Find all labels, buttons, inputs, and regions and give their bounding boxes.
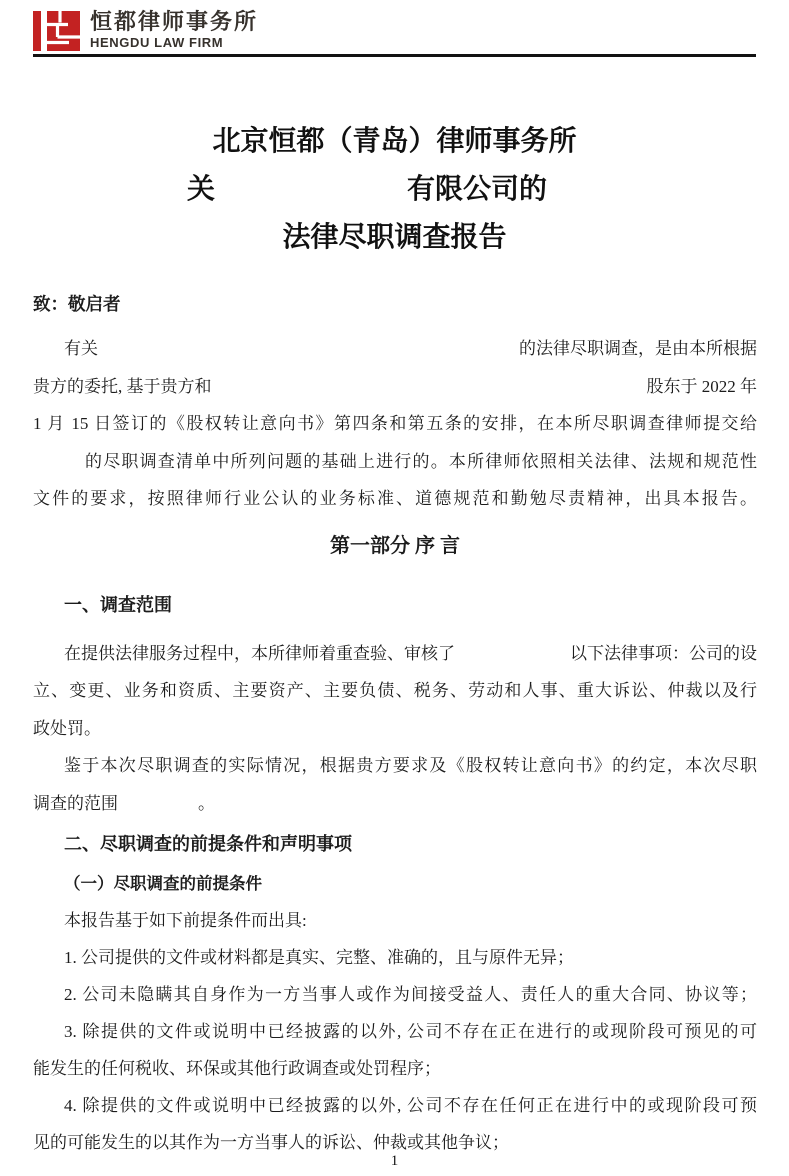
redaction-gap bbox=[215, 166, 407, 214]
list-item: 4. 除提供的文件或说明中已经披露的以外, 公司不存在任何正在进行中的或现阶段可预 bbox=[64, 1096, 757, 1115]
letterhead bbox=[33, 0, 756, 57]
section1-heading: 一、调查范围 bbox=[64, 594, 172, 615]
text-segment: 的法律尽职调查，是由本所根据 bbox=[519, 339, 757, 358]
letterhead-text bbox=[90, 11, 258, 49]
document-body bbox=[33, 291, 757, 1161]
text-line: 文件的要求，按照律师行业公认的业务标准、道德规范和勤勉尽责精神，出具本报告。 bbox=[33, 489, 757, 508]
text-line: 的尽职调查清单中所列问题的基础上进行的。本所律师依照相关法律、法规和规范性 bbox=[85, 451, 757, 471]
subsection-heading: （一）尽职调查的前提条件 bbox=[64, 874, 262, 893]
hengdu-logo-icon bbox=[33, 11, 81, 51]
text-segment: 有关 bbox=[64, 339, 98, 358]
paragraph-scope bbox=[33, 635, 757, 748]
text-line bbox=[33, 368, 757, 406]
title-line-3: 法律尽职调查报告 bbox=[282, 222, 507, 253]
text-line: 鉴于本次尽职调查的实际情况，根据贵方要求及《股权转让意向书》的约定，本次尽职 bbox=[64, 756, 757, 775]
text-segment: 。 bbox=[198, 793, 215, 813]
text-segment: 以下法律事项：公司的设 bbox=[570, 643, 757, 663]
firm-name-cn: 恒都律师事务所 bbox=[90, 9, 259, 34]
text-segment: 在提供法律服务过程中，本所律师着重查验、审核了 bbox=[64, 643, 455, 663]
list-item-continuation: 能发生的任何税收、环保或其他行政调查或处罚程序； bbox=[33, 1059, 441, 1078]
preconditions-list bbox=[33, 902, 757, 1161]
text-line bbox=[33, 785, 757, 823]
section2-heading: 二、尽职调查的前提条件和声明事项 bbox=[64, 834, 352, 854]
text-line: 1 月 15 日签订的《股权转让意向书》第四条和第五条的安排，在本所尽职调查律师提交给 bbox=[33, 414, 757, 433]
paragraph-engagement bbox=[33, 330, 757, 518]
text-segment: 股东于 2022 年 bbox=[646, 376, 757, 396]
report-title bbox=[0, 118, 789, 262]
list-item: 3. 除提供的文件或说明中已经披露的以外, 公司不存在正在进行的或现阶段可预见的可 bbox=[64, 1022, 757, 1041]
paragraph-scope-limit bbox=[33, 747, 757, 822]
salutation: 致：敬启者 bbox=[33, 294, 121, 314]
list-item-continuation: 见的可能发生的以其作为一方当事人的诉讼、仲裁或其他争议； bbox=[33, 1133, 509, 1152]
list-item: 1. 公司提供的文件或材料都是真实、完整、准确的，且与原件无异； bbox=[64, 948, 574, 967]
text-line bbox=[33, 330, 757, 368]
list-item: 2. 公司未隐瞒其自身作为一方当事人或作为间接受益人、责任人的重大合同、协议等； bbox=[64, 985, 757, 1004]
text-segment: 调查的范围 bbox=[33, 793, 118, 813]
firm-name-en: HENGDU LAW FIRM bbox=[90, 35, 224, 50]
title-line-2 bbox=[0, 166, 789, 214]
text-line bbox=[33, 635, 757, 673]
text-line: 立、变更、业务和资质、主要资产、主要负债、税务、劳动和人事、重大诉讼、仲裁以及行 bbox=[33, 681, 757, 700]
page-number: 1 bbox=[390, 1153, 399, 1169]
title-line-2-right: 有限公司的 bbox=[407, 174, 548, 205]
title-line-2-left: 关 bbox=[187, 174, 216, 205]
text-segment: 贵方的委托, 基于贵方和 bbox=[33, 376, 212, 396]
text-line: 政处罚。 bbox=[33, 718, 101, 738]
title-line-1: 北京恒都（青岛）律师事务所 bbox=[212, 126, 577, 157]
text-line: 本报告基于如下前提条件而出具: bbox=[64, 911, 307, 930]
part1-heading: 第一部分 序 言 bbox=[330, 534, 460, 557]
redaction-gap bbox=[118, 785, 198, 823]
